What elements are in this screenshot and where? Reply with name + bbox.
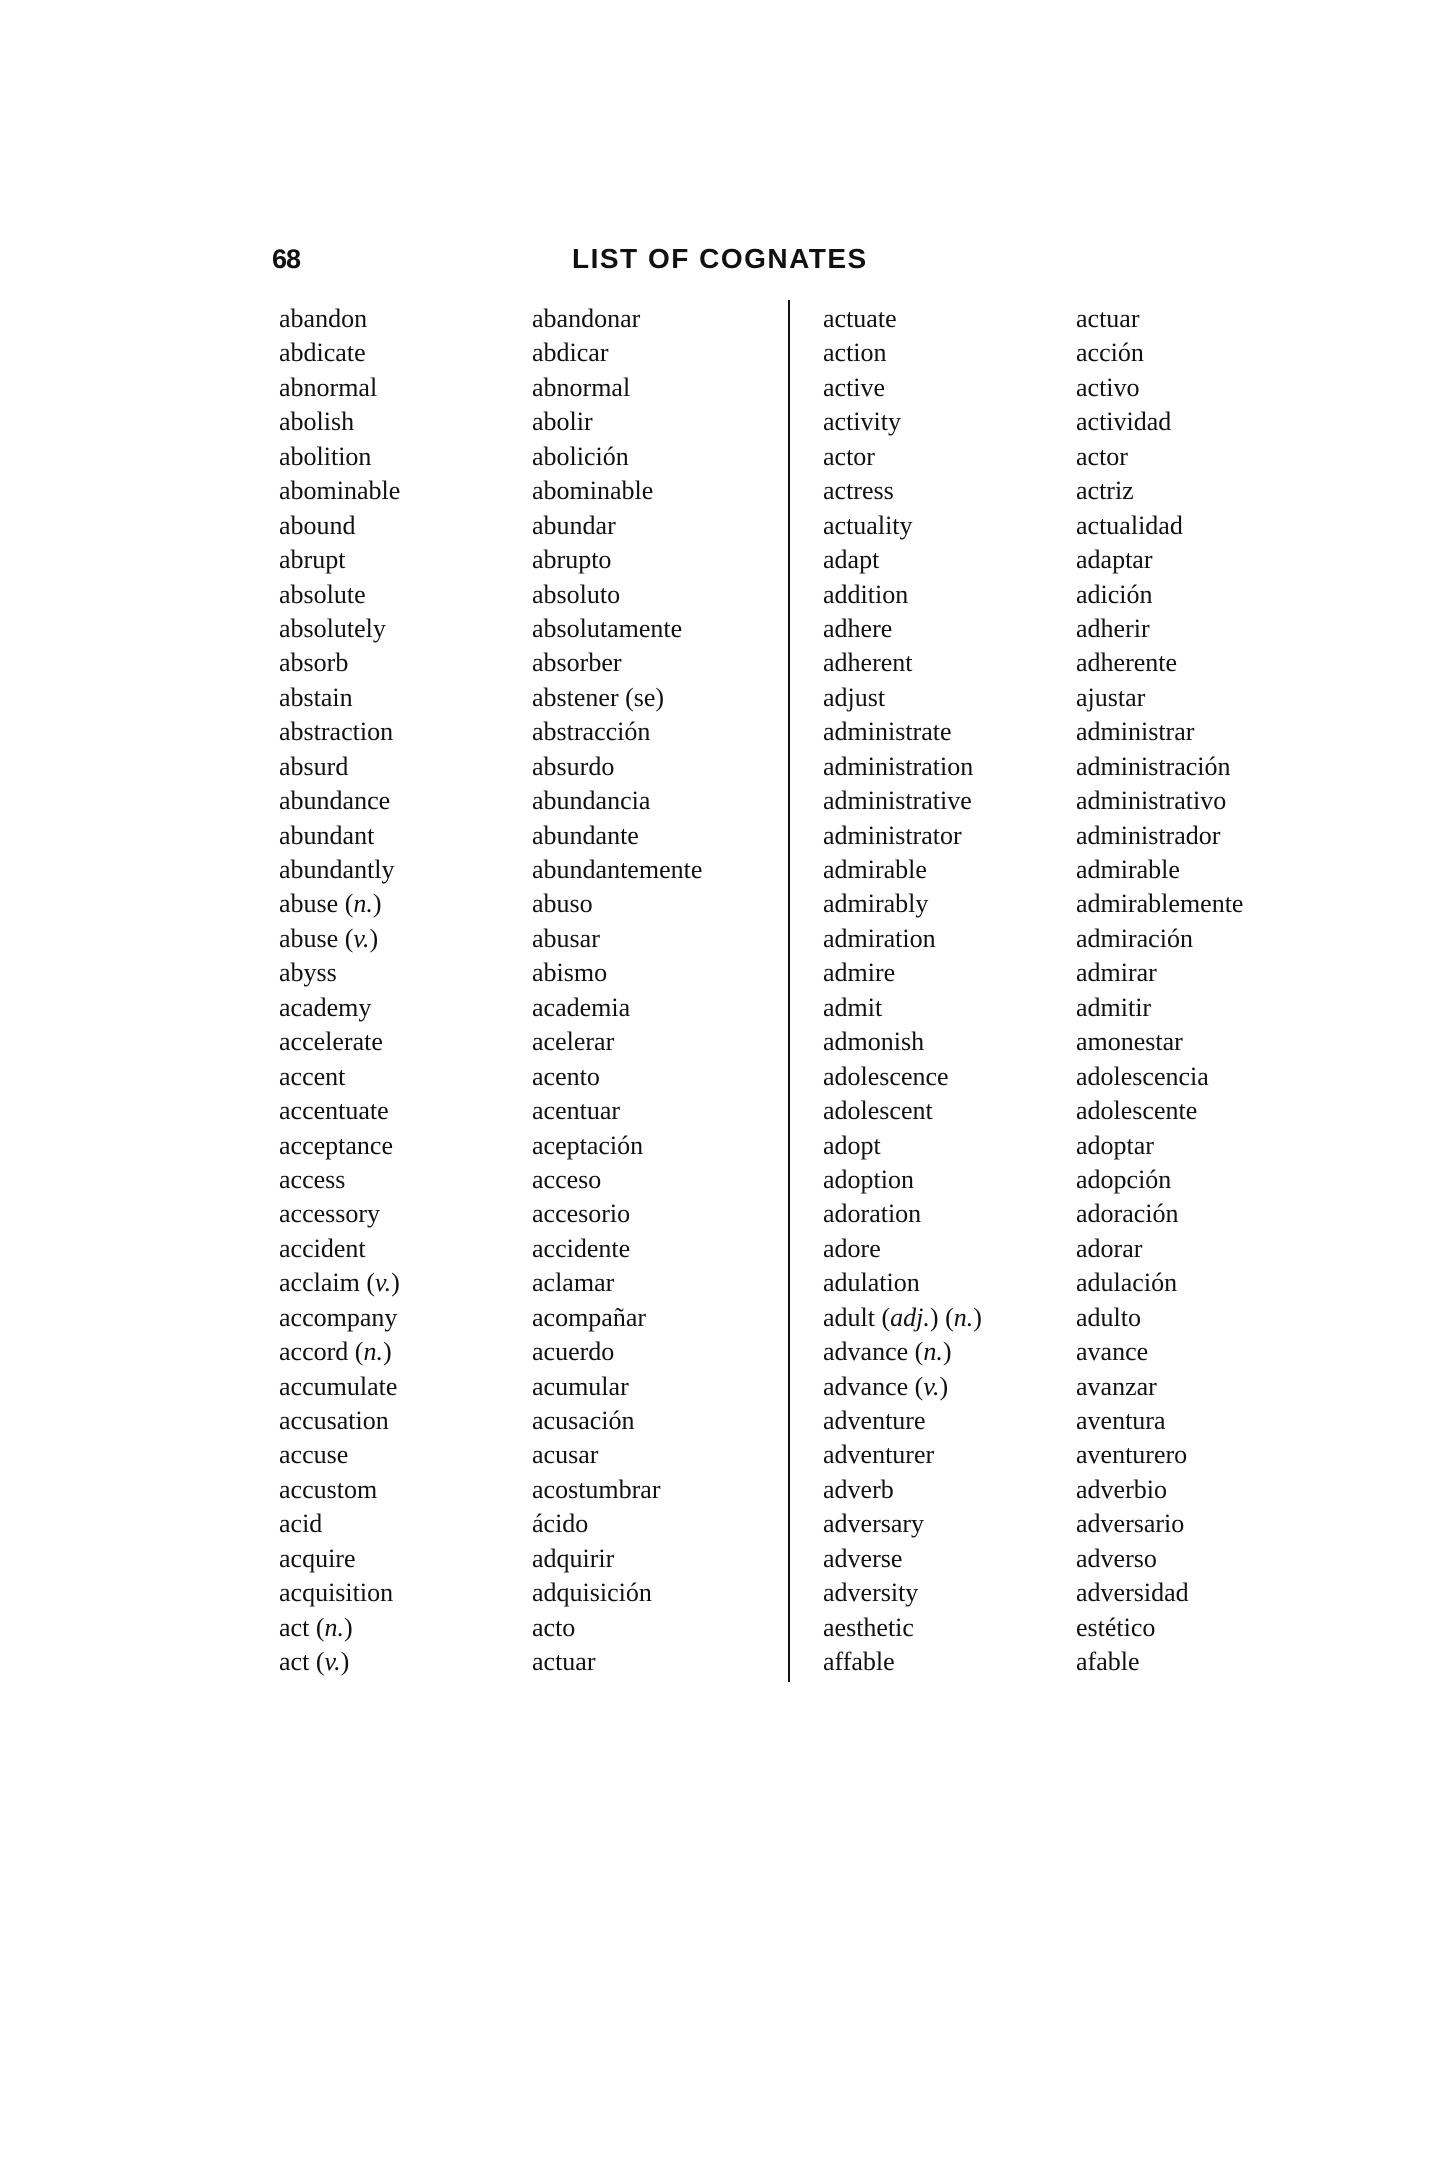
cognate-entry: abolish bbox=[279, 407, 355, 437]
cognate-entry: adventure bbox=[823, 1406, 926, 1435]
cognate-entry: act (n.) bbox=[279, 1612, 353, 1642]
cognate-entry: admirar bbox=[1076, 958, 1157, 988]
cognate-entry: adversity bbox=[823, 1578, 919, 1608]
cognate-entry: admiration bbox=[823, 923, 936, 953]
cognate-entry: abundante bbox=[532, 820, 639, 850]
cognate-entry: adulto bbox=[1076, 1302, 1141, 1332]
spanish-column-left bbox=[532, 302, 702, 1680]
cognate-entry: administración bbox=[1076, 751, 1231, 781]
cognate-entry: adore bbox=[823, 1233, 881, 1263]
cognate-entry: abundantly bbox=[279, 855, 395, 884]
cognate-entry: abundant bbox=[279, 820, 375, 850]
cognate-entry: avanzar bbox=[1076, 1371, 1157, 1401]
column-divider bbox=[788, 300, 790, 1682]
cognate-entry: abismo bbox=[532, 958, 608, 988]
cognate-entry: actor bbox=[823, 441, 875, 471]
cognate-entry: accelerate bbox=[279, 1027, 383, 1057]
cognate-entry: acelerar bbox=[532, 1027, 615, 1057]
cognate-entry: adaptar bbox=[1076, 545, 1153, 575]
cognate-entry: adoption bbox=[823, 1164, 914, 1194]
cognate-entry: abundance bbox=[279, 786, 391, 816]
cognate-entry: acumular bbox=[532, 1371, 629, 1401]
cognate-entry: adversary bbox=[823, 1509, 925, 1539]
cognate-entry: actor bbox=[1076, 441, 1128, 471]
cognate-entry: admit bbox=[823, 992, 883, 1022]
cognate-entry: abundantemente bbox=[532, 855, 703, 884]
cognate-entry: administrator bbox=[823, 820, 962, 850]
cognate-entry: acentuar bbox=[532, 1096, 621, 1126]
cognate-entry: acostumbrar bbox=[532, 1474, 661, 1504]
cognate-entry: abnormal bbox=[279, 372, 378, 402]
cognate-entry: abstain bbox=[279, 682, 353, 712]
cognate-entry: acclaim (v.) bbox=[279, 1268, 400, 1298]
cognate-entry: absurdo bbox=[532, 751, 615, 781]
cognate-entry: adolescence bbox=[823, 1061, 949, 1091]
cognate-entry: adventurer bbox=[823, 1440, 935, 1470]
cognate-entry: accusation bbox=[279, 1406, 389, 1435]
cognate-entry: adopt bbox=[823, 1130, 881, 1160]
cognate-entry: admirable bbox=[1076, 855, 1180, 884]
part-of-speech-label: n. bbox=[324, 1612, 344, 1642]
cognate-entry: absolute bbox=[279, 579, 366, 609]
cognate-entry: accent bbox=[279, 1061, 346, 1091]
cognate-entry: adverse bbox=[823, 1543, 903, 1573]
cognate-entry: accuse bbox=[279, 1440, 349, 1470]
cognate-entry: administration bbox=[823, 751, 974, 781]
cognate-entry: absorb bbox=[279, 648, 349, 678]
cognate-entry: acceptance bbox=[279, 1130, 394, 1160]
cognate-entry: advance (v.) bbox=[823, 1371, 949, 1401]
cognate-entry: accentuate bbox=[279, 1096, 389, 1126]
part-of-speech-label: v. bbox=[923, 1371, 940, 1401]
cognate-entry: abstraction bbox=[279, 717, 394, 747]
cognate-entry: act (v.) bbox=[279, 1647, 350, 1677]
cognate-entry: access bbox=[279, 1164, 346, 1194]
part-of-speech-label: v. bbox=[375, 1268, 392, 1298]
cognate-entry: abyss bbox=[279, 958, 337, 988]
cognate-entry: aclamar bbox=[532, 1268, 615, 1298]
cognate-entry: acid bbox=[279, 1509, 323, 1539]
cognate-entry: abstracción bbox=[532, 717, 651, 747]
cognate-entry: academy bbox=[279, 992, 372, 1022]
cognate-entry: adversario bbox=[1076, 1509, 1185, 1539]
cognate-entry: adoration bbox=[823, 1199, 922, 1229]
cognate-entry: adolescente bbox=[1076, 1096, 1198, 1126]
cognate-entry: ácido bbox=[532, 1509, 589, 1539]
part-of-speech-label: v. bbox=[353, 923, 370, 953]
cognate-entry: adherent bbox=[823, 648, 913, 678]
cognate-entry: abolición bbox=[532, 441, 629, 471]
cognate-entry: acquisition bbox=[279, 1578, 394, 1608]
cognate-entry: acuerdo bbox=[532, 1337, 615, 1367]
cognate-entry: admiración bbox=[1076, 923, 1193, 953]
cognate-entry: adición bbox=[1076, 579, 1153, 609]
cognate-entry: addition bbox=[823, 579, 909, 609]
cognate-entry: administrate bbox=[823, 717, 952, 747]
cognate-entry: adherir bbox=[1076, 613, 1150, 643]
cognate-entry: acto bbox=[532, 1612, 576, 1642]
cognate-entry: adolescencia bbox=[1076, 1061, 1209, 1091]
cognate-entry: adhere bbox=[823, 613, 893, 643]
running-head-title: LIST OF COGNATES bbox=[572, 243, 868, 274]
part-of-speech-label: n. bbox=[953, 1302, 974, 1332]
cognate-entry: administrar bbox=[1076, 717, 1195, 747]
cognate-entry: accord (n.) bbox=[279, 1337, 392, 1367]
cognate-entry: adversidad bbox=[1076, 1578, 1189, 1608]
cognate-entry: abnormal bbox=[532, 372, 631, 402]
cognate-entry: academia bbox=[532, 992, 631, 1022]
cognate-entry: accesorio bbox=[532, 1199, 631, 1229]
cognate-entry: adoración bbox=[1076, 1199, 1179, 1229]
cognate-entry: abolir bbox=[532, 407, 593, 437]
cognate-entry: admonish bbox=[823, 1027, 925, 1057]
cognate-entry: abundar bbox=[532, 510, 616, 540]
cognate-entry: adult (adj.) (n.) bbox=[823, 1302, 982, 1332]
cognate-entry: amonestar bbox=[1076, 1027, 1183, 1057]
cognate-entry: abominable bbox=[532, 476, 654, 506]
cognate-entry: adorar bbox=[1076, 1233, 1143, 1263]
cognate-entry: accident bbox=[279, 1233, 366, 1263]
cognate-entry: actuar bbox=[532, 1647, 596, 1677]
cognate-entry: actualidad bbox=[1076, 510, 1183, 540]
cognate-entry: estético bbox=[1076, 1612, 1156, 1642]
page-number: 68 bbox=[272, 244, 301, 274]
cognate-entry: administrativo bbox=[1076, 786, 1227, 816]
cognate-entry: accidente bbox=[532, 1233, 631, 1263]
cognate-entry: aesthetic bbox=[823, 1612, 914, 1642]
cognate-entry: avance bbox=[1076, 1337, 1149, 1367]
cognate-entry: abdicar bbox=[532, 338, 609, 368]
cognate-entry: acquire bbox=[279, 1543, 356, 1573]
cognate-entry: accompany bbox=[279, 1302, 398, 1332]
cognate-entry: absolutely bbox=[279, 613, 386, 643]
cognate-entry: abstener (se) bbox=[532, 682, 665, 712]
cognate-entry: adherente bbox=[1076, 648, 1178, 678]
cognate-entry: acento bbox=[532, 1061, 600, 1091]
spanish-column-right bbox=[1076, 302, 1243, 1680]
cognate-entry: admire bbox=[823, 958, 896, 988]
cognate-entry: absolutamente bbox=[532, 613, 683, 643]
part-of-speech-label: n. bbox=[923, 1337, 943, 1367]
cognate-entry: affable bbox=[823, 1647, 895, 1677]
cognate-entry: acompañar bbox=[532, 1302, 647, 1332]
cognate-entry: abandonar bbox=[532, 304, 641, 333]
cognate-entry: activo bbox=[1076, 372, 1140, 402]
cognate-entry: administrador bbox=[1076, 820, 1221, 850]
cognate-entry: abusar bbox=[532, 923, 600, 953]
cognate-entry: adverbio bbox=[1076, 1474, 1167, 1504]
cognate-entry: acusar bbox=[532, 1440, 599, 1470]
cognate-entry: adverso bbox=[1076, 1543, 1157, 1573]
cognate-entry: actuality bbox=[823, 510, 913, 540]
cognate-entry: ajustar bbox=[1076, 682, 1146, 712]
cognate-entry: administrative bbox=[823, 786, 972, 816]
cognate-entry: abound bbox=[279, 510, 356, 540]
cognate-entry: abuso bbox=[532, 889, 593, 919]
cognate-entry: abrupto bbox=[532, 545, 612, 575]
cognate-entry: admitir bbox=[1076, 992, 1152, 1022]
cognate-entry: adolescent bbox=[823, 1096, 933, 1126]
cognate-entry: adulation bbox=[823, 1268, 920, 1298]
cognate-entry: adopción bbox=[1076, 1164, 1172, 1194]
cognate-entry: absurd bbox=[279, 751, 349, 781]
cognate-entry: abolition bbox=[279, 441, 372, 471]
cognate-entry: aceptación bbox=[532, 1130, 644, 1160]
part-of-speech-label: n. bbox=[353, 889, 373, 919]
cognate-entry: absorber bbox=[532, 648, 622, 678]
cognate-entry: afable bbox=[1076, 1647, 1140, 1677]
part-of-speech-label: n. bbox=[363, 1337, 383, 1367]
cognate-entry: abuse (v.) bbox=[279, 923, 379, 953]
cognate-entry: adjust bbox=[823, 682, 886, 712]
english-column-left bbox=[279, 302, 400, 1680]
cognate-entry: actividad bbox=[1076, 407, 1172, 437]
cognate-entry: abundancia bbox=[532, 786, 651, 816]
cognate-entry: abuse (n.) bbox=[279, 889, 382, 919]
cognate-entry: actriz bbox=[1076, 476, 1134, 506]
cognate-entry: actress bbox=[823, 476, 894, 506]
cognate-entry: adoptar bbox=[1076, 1130, 1154, 1160]
cognate-entry: active bbox=[823, 372, 886, 402]
cognate-entry: adquisición bbox=[532, 1578, 652, 1608]
cognate-entry: admirablemente bbox=[1076, 889, 1244, 919]
cognate-entry: acción bbox=[1076, 338, 1144, 368]
cognate-entry: adquirir bbox=[532, 1543, 615, 1573]
cognate-entry: abandon bbox=[279, 304, 368, 333]
cognate-entry: actuar bbox=[1076, 304, 1140, 333]
cognate-entry: aventurero bbox=[1076, 1440, 1188, 1470]
cognate-entry: adapt bbox=[823, 545, 880, 575]
cognate-entry: activity bbox=[823, 407, 901, 437]
cognate-entry: acceso bbox=[532, 1164, 602, 1194]
cognate-entry: action bbox=[823, 338, 887, 368]
cognate-entry: accessory bbox=[279, 1199, 381, 1229]
cognate-entry: admirably bbox=[823, 889, 929, 919]
cognate-entry: actuate bbox=[823, 304, 897, 333]
cognate-entry: accumulate bbox=[279, 1371, 398, 1401]
cognate-entry: adverb bbox=[823, 1474, 894, 1504]
cognate-entry: aventura bbox=[1076, 1406, 1166, 1435]
cognate-entry: accustom bbox=[279, 1474, 378, 1504]
english-column-right bbox=[823, 302, 982, 1680]
part-of-speech-label: v. bbox=[324, 1647, 341, 1677]
cognate-entry: adulación bbox=[1076, 1268, 1178, 1298]
cognate-entry: abominable bbox=[279, 476, 401, 506]
cognate-entry: abdicate bbox=[279, 338, 366, 368]
cognate-entry: acusación bbox=[532, 1406, 635, 1435]
part-of-speech-label: adj. bbox=[890, 1302, 930, 1332]
cognate-entry: admirable bbox=[823, 855, 927, 884]
cognate-entry: absoluto bbox=[532, 579, 621, 609]
cognate-entry: advance (n.) bbox=[823, 1337, 952, 1367]
cognate-entry: abrupt bbox=[279, 545, 346, 575]
